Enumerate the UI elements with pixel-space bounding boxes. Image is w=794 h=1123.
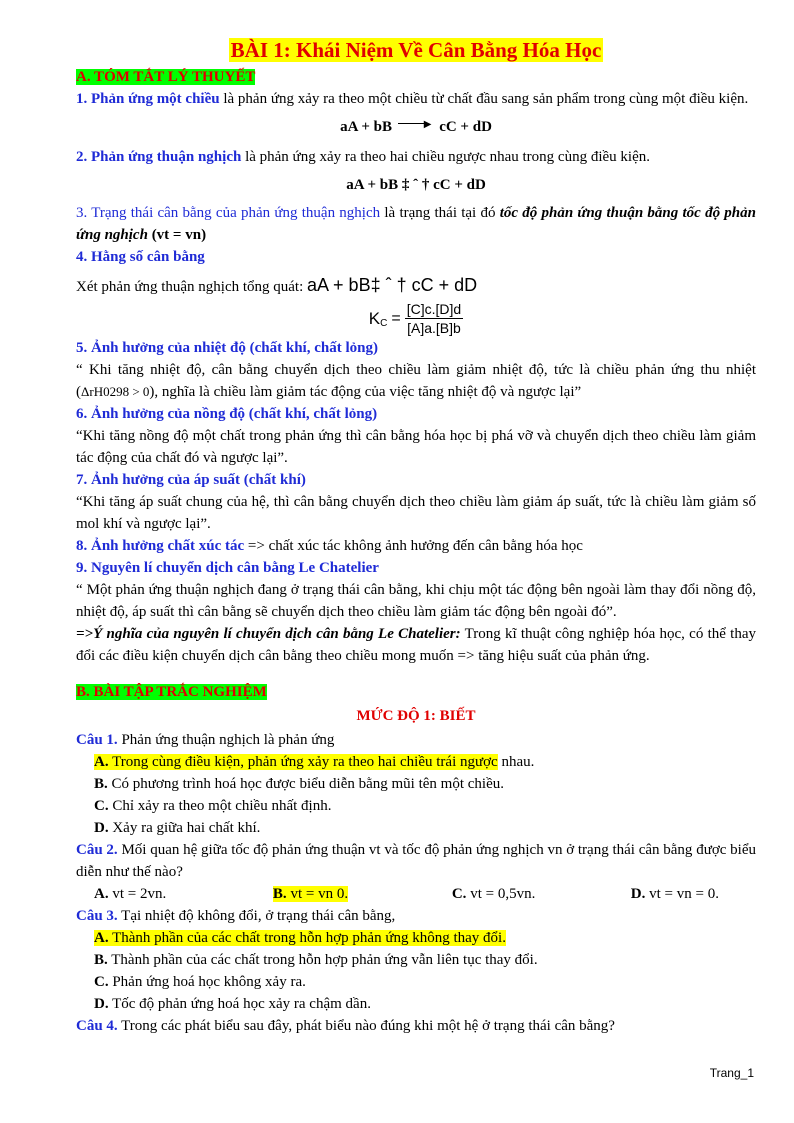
para-6-text: “Khi tăng nồng độ một chất trong phản ứng thì cân bằng hóa học bị phá vỡ và chuyển dịch theo chiều làm giảm tác động của chất đó và ngược lại”. bbox=[76, 428, 756, 466]
para-3: 3. Trạng thái cân bằng của phản ứng thuận nghịch là trạng thái tại đó tốc độ phản ứng thuận bằng tốc độ phản ứng nghịch (vt = vn) bbox=[76, 205, 756, 243]
equilibrium-constant-formula: K C = $\frac{[C]c.[D]d}{[A]a.[B]b}$ bbox=[368, 301, 462, 336]
document-page bbox=[76, 36, 756, 1037]
level-heading: MỨC ĐỘ 1: BIẾT bbox=[356, 708, 476, 724]
equation-one-way: aA + bB ▶ cC + dD bbox=[340, 119, 492, 135]
q2-option-b: B. vt = vn 0. bbox=[272, 886, 349, 902]
para-9-heading: 9. Nguyên lí chuyển dịch cân bằng Le Chatelier bbox=[76, 560, 379, 576]
para-4-general: Xét phản ứng thuận nghịch tổng quát: aA + bB‡ ˆ † cC + dD bbox=[76, 275, 478, 295]
para-9-meaning: =>Ý nghĩa của nguyên lí chuyển dịch cân bằng Le Chatelier: Trong kĩ thuật công nghiệp hóa học, có thể thay đổi các điều kiện chuyển dịch cân bằng theo chiều mong muốn => tăng hiệu suất của phản ứng. bbox=[76, 626, 756, 664]
para-7-text: “Khi tăng áp suất chung của hệ, thì cân bằng chuyển dịch theo chiều làm giảm áp suất, tức là chiều làm giảm số mol khí và ngược lại”. bbox=[76, 494, 756, 532]
q2-option-d: D. vt = vn = 0. bbox=[630, 886, 719, 902]
question-3: Câu 3. Tại nhiệt độ không đổi, ở trạng thái cân bằng, bbox=[76, 908, 396, 924]
kc-fraction: $\frac{[C]c.[D]d}{[A]a.[B]b}$ bbox=[406, 301, 462, 336]
q3-option-d: D. Tốc độ phản ứng hoá học xảy ra chậm dần. bbox=[94, 996, 371, 1012]
equation-reversible: aA + bB ‡ ˆ † cC + dD bbox=[346, 177, 486, 193]
q1-option-d: D. Xảy ra giữa hai chất khí. bbox=[94, 820, 261, 836]
para-9-text: “ Một phản ứng thuận nghịch đang ở trạng thái cân bằng, khi chịu một tác động bên ngoài làm thay đổi nồng độ, nhiệt độ, áp suất thì cân bằng sẽ chuyển dịch theo chiều làm giảm tác động bên ngoài đó”. bbox=[76, 582, 756, 620]
para-6-heading: 6. Ảnh hưởng của nồng độ (chất khí, chất lỏng) bbox=[76, 406, 378, 422]
question-4: Câu 4. Trong các phát biểu sau đây, phát biểu nào đúng khi một hệ ở trạng thái cân bằng? bbox=[76, 1018, 615, 1034]
section-b-heading: B. BÀI TẬP TRẮC NGHIỆM bbox=[76, 684, 267, 700]
question-1: Câu 1. Phản ứng thuận nghịch là phản ứng bbox=[76, 732, 335, 748]
q3-option-a: A. Thành phần của các chất trong hỗn hợp phản ứng không thay đổi. bbox=[94, 930, 506, 946]
para-5-text: “ Khi tăng nhiệt độ, cân bằng chuyển dịch theo chiều làm giảm nhiệt độ, tức là chiều phản ứng thu nhiệt (ΔrH0298 > 0), nghĩa là chiều làm giảm tác động của việc tăng nhiệt độ và ngược lại” bbox=[76, 362, 756, 400]
q3-option-c: C. Phản ứng hoá học không xảy ra. bbox=[94, 974, 306, 990]
para-2: 2. Phản ứng thuận nghịch là phản ứng xảy ra theo hai chiều ngược nhau trong cùng điều kiện. bbox=[76, 149, 650, 165]
para-7-heading: 7. Ảnh hưởng của áp suất (chất khí) bbox=[76, 472, 306, 488]
para-8: 8. Ảnh hưởng chất xúc tác => chất xúc tác không ảnh hưởng đến cân bằng hóa học bbox=[76, 538, 583, 554]
arrow-icon bbox=[398, 123, 426, 124]
q3-option-b: B. Thành phần của các chất trong hỗn hợp phản ứng vẫn liên tục thay đổi. bbox=[94, 952, 538, 968]
q1-option-b: B. Có phương trình hoá học được biểu diễn bằng mũi tên một chiều. bbox=[94, 776, 504, 792]
question-2: Câu 2. Mối quan hệ giữa tốc độ phản ứng thuận vt và tốc độ phản ứng nghịch vn ở trạng thái cân bằng được biểu diễn như thế nào? bbox=[76, 842, 756, 880]
para-4-heading: 4. Hằng số cân bằng bbox=[76, 249, 205, 265]
q2-option-c: C. vt = 0,5vn. bbox=[451, 886, 536, 902]
para-5-heading: 5. Ảnh hưởng của nhiệt độ (chất khí, chất lỏng) bbox=[76, 340, 378, 356]
section-a-heading: A. TÓM TẮT LÝ THUYẾT bbox=[76, 69, 256, 85]
page-number: Trang_1 bbox=[709, 1066, 754, 1080]
q1-option-c: C. Chỉ xảy ra theo một chiều nhất định. bbox=[94, 798, 332, 814]
page-title: BÀI 1: Khái Niệm Về Cân Bằng Hóa Học bbox=[230, 38, 602, 62]
para-1: 1. Phản ứng một chiều là phản ứng xảy ra theo một chiều từ chất đầu sang sản phẩm trong cùng một điều kiện. bbox=[76, 91, 749, 107]
q1-option-a: A. Trong cùng điều kiện, phản ứng xảy ra theo hai chiều trái ngược nhau. bbox=[94, 754, 535, 770]
q2-options bbox=[76, 883, 756, 905]
q2-option-a: A. vt = 2vn. bbox=[94, 886, 167, 902]
